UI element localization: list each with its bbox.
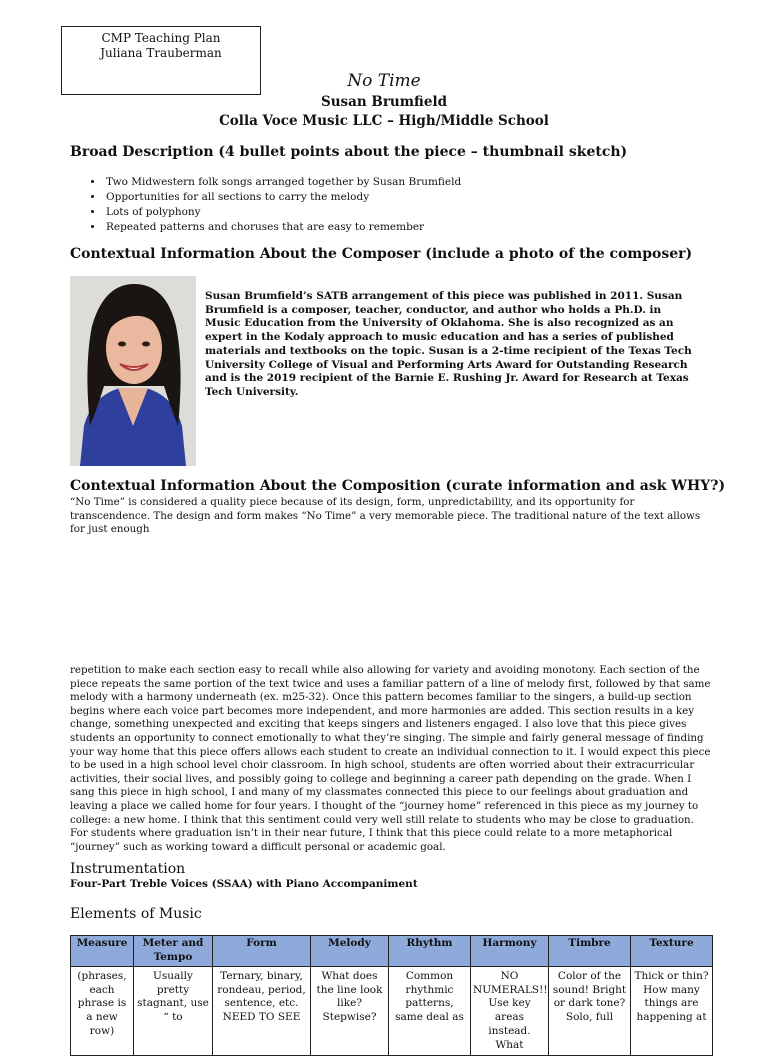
- composer-bio: Susan Brumfield’s SATB arrangement of this piece was published in 2011. Susan Brumfield is a composer, teacher, conductor, and author who holds a Ph.D. in Music Education from the University of Oklahoma. She is also recognized as an expert in the Kodaly approach to music education and has a series of published materials and textbooks on the topic. Susan is a 2-time recipient of the Texas Tech University College of Visual and Performing Arts Award for Outstanding Research and is the 2019 recipient of the Barnie E. Rushing Jr. Award for Research at Texas Tech University.: [205, 290, 692, 398]
- table-cell: What does the line look like? Stepwise?: [311, 967, 389, 1056]
- composer-photo: [70, 276, 196, 466]
- composer-name: Susan Brumfield: [320, 94, 448, 110]
- table-cell: Ternary, binary, rondeau, period, sentence, etc. NEED TO SEE: [213, 967, 311, 1056]
- list-item: • Opportunities for all sections to carry the melody: [104, 190, 704, 205]
- table-header-cell: Melody: [311, 936, 389, 967]
- table-cell: Thick or thin? How many things are happening at: [631, 967, 713, 1056]
- composer-heading: Contextual Information About the Composer (include a photo of the composer): [70, 246, 693, 262]
- table-header-cell: Measure: [71, 936, 134, 967]
- list-item: • Two Midwestern folk songs arranged together by Susan Brumfield: [104, 175, 704, 190]
- elements-heading: Elements of Music: [70, 906, 202, 922]
- header-line-1: CMP Teaching Plan: [101, 31, 221, 45]
- table-cell: Common rhythmic patterns, same deal as: [389, 967, 471, 1056]
- table-cell: (phrases, each phrase is a new row): [71, 967, 134, 1056]
- table-header-cell: Form: [213, 936, 311, 967]
- list-item: • Lots of polyphony: [104, 205, 704, 220]
- table-row: [71, 967, 713, 1056]
- table-header-cell: Meter and Tempo: [134, 936, 213, 967]
- composer-portrait-image: [70, 276, 196, 466]
- broad-description-heading: Broad Description (4 bullet points about the piece – thumbnail sketch): [70, 144, 628, 160]
- table-header-cell: Rhythm: [389, 936, 471, 967]
- table-cell: Color of the sound! Bright or dark tone? Solo, full: [549, 967, 631, 1056]
- table-header-row: [71, 936, 713, 967]
- header-line-2: Juliana Trauberman: [100, 46, 222, 60]
- table-header-cell: Texture: [631, 936, 713, 967]
- publisher-line: Colla Voce Music LLC – High/Middle School: [219, 113, 549, 129]
- table-cell: NO NUMERALS!! Use key areas instead. What: [471, 967, 549, 1056]
- instrumentation-heading: Instrumentation: [70, 861, 186, 877]
- composition-paragraph-1: “No Time” is considered a quality piece because of its design, form, unpredictability, and its opportunity for transcendence. The design and form makes “No Time” a very memorable piece. The traditional nature of the text allows for just enough: [70, 496, 701, 536]
- composition-paragraph-2: repetition to make each section easy to recall while also allowing for variety and avoiding monotony. Each section of the piece repeats the same portion of the text twice and uses a familiar pattern of a line of melody first, followed by that same melody with a harmony underneath (ex. m25-32). Once this pattern becomes familiar to the singers, a build-up section begins where each voice part becomes more independent, and more harmonies are added. This section results in a key change, something unexpected and exciting that keeps singers and listeners engaged. I also love that this piece gives students an opportunity to connect emotionally to what they’re singing. The simple and fairly general message of finding your way home that this piece offers allows each student to create an individual connection to it. I would expect this piece to be used in a high school level choir classroom. In high school, students are often worried about their extracurricular activities, their social lives, and possibly going to college and beginning a career path depending on the grade. When I sang this piece in high school, I and many of my classmates connected this piece to our feelings about graduation and leaving a place we called home for four years. I thought of the “journey home” referenced in this piece as my journey to college: a new home. I think that this sentiment could very well still relate to students who may be close to graduation. For students where graduation isn’t in their near future, I think that this piece could relate to a more metaphorical “journey” such as working toward a difficult personal or academic goal.: [70, 664, 711, 853]
- piece-title: No Time: [347, 71, 421, 91]
- list-item: • Repeated patterns and choruses that are easy to remember: [104, 220, 704, 235]
- table-header-cell: Harmony: [471, 936, 549, 967]
- instrumentation-text: Four-Part Treble Voices (SSAA) with Piano Accompaniment: [70, 878, 418, 890]
- broad-description-list: [86, 175, 704, 235]
- table-header-cell: Timbre: [549, 936, 631, 967]
- elements-table: [70, 935, 713, 1056]
- composition-heading: Contextual Information About the Composition (curate information and ask WHY?): [70, 478, 726, 494]
- table-cell: Usually pretty stagnant, use “ to: [134, 967, 213, 1056]
